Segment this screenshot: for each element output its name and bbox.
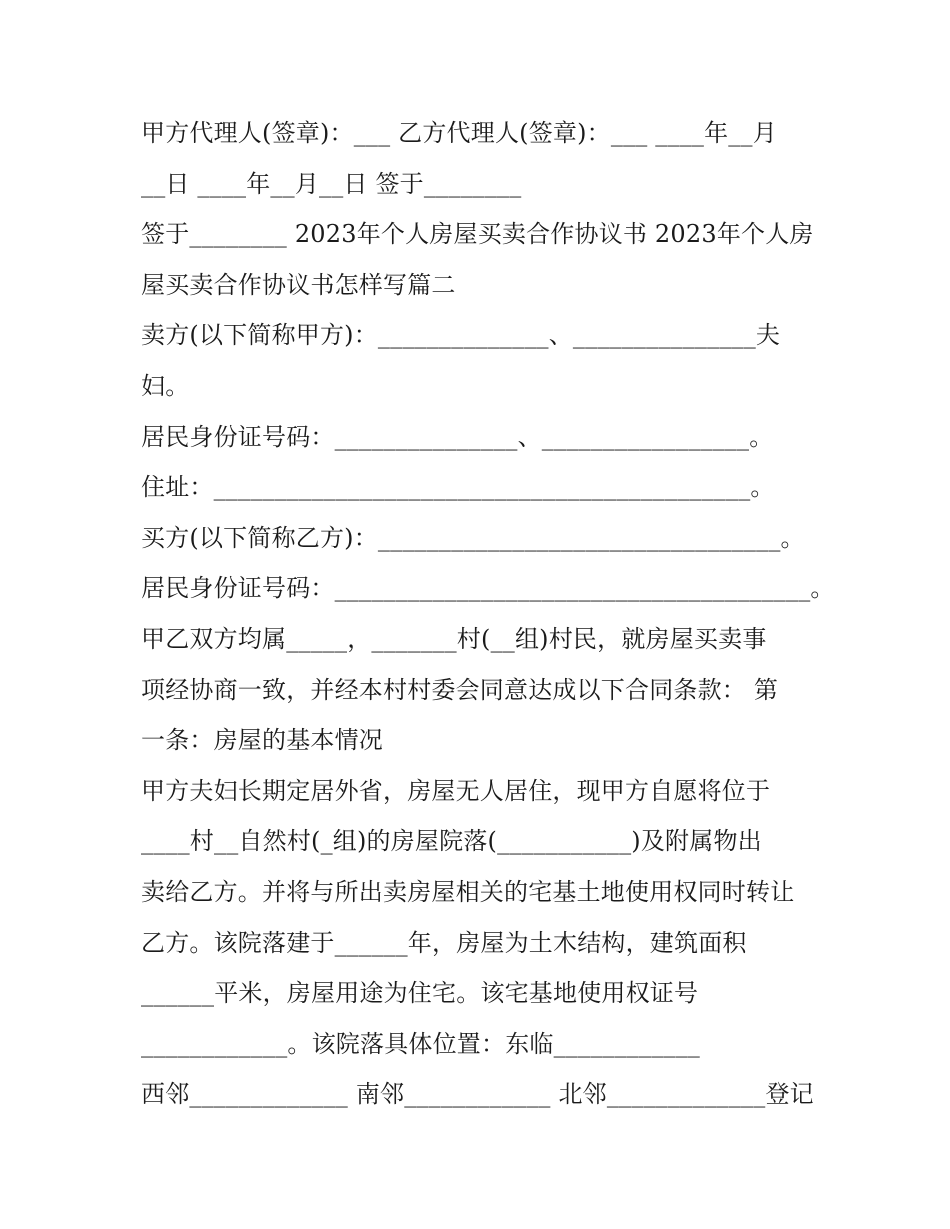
article-one-text-1: 甲方夫妇长期定居外省，房屋无人居住，现甲方自愿将位于 [141,776,771,805]
seller-address-line: 住址：____________________________________________。 [141,473,775,502]
buyer-id-line: 居民身份证号码：_______________________________________。 [141,574,835,603]
document-title-line-1: 签于________ 2023年个人房屋买卖合作协议书 2023年个人房 [141,220,814,249]
parties-statement-line-2: 项经协商一致，并经本村村委会同意达成以下合同条款： 第 [141,675,779,704]
contract-body-text [141,108,835,1120]
article-one-text-2: ____村__自然村(_组)的房屋院落(___________)及附属物出 [141,827,762,856]
location-neighbors-line: 西邻_____________ 南邻____________ 北邻_____________登记 [141,1080,814,1109]
location-east-line: ____________。该院落具体位置：东临____________ [141,1029,700,1058]
article-one-text-3: 卖给乙方。并将与所出卖房屋相关的宅基土地使用权同时转让 [141,877,795,906]
article-one-text-5: ______平米，房屋用途为住宅。该宅基地使用权证号 [141,979,699,1008]
agent-signature-line: 甲方代理人(签章)：___ 乙方代理人(签章)：___ ____年__月 [141,119,777,147]
buyer-line: 买方(以下简称乙方)：_________________________________。 [141,523,805,552]
seller-line: 卖方(以下简称甲方)：______________、_______________夫 [141,321,781,350]
article-one-text-4: 乙方。该院落建于______年，房屋为土木结构，建筑面积 [141,928,747,957]
document-title-line-2: 屋买卖合作协议书怎样写篇二 [141,270,456,299]
signing-date-line: __日 ____年__月__日 签于________ [141,169,522,198]
seller-id-line: 居民身份证号码：_______________、_________________。 [141,422,774,451]
article-one-heading: 一条：房屋的基本情况 [141,726,383,755]
parties-statement-line-1: 甲乙双方均属_____，_______村(__组)村民，就房屋买卖事 [141,624,767,653]
seller-line-cont: 妇。 [141,371,190,400]
